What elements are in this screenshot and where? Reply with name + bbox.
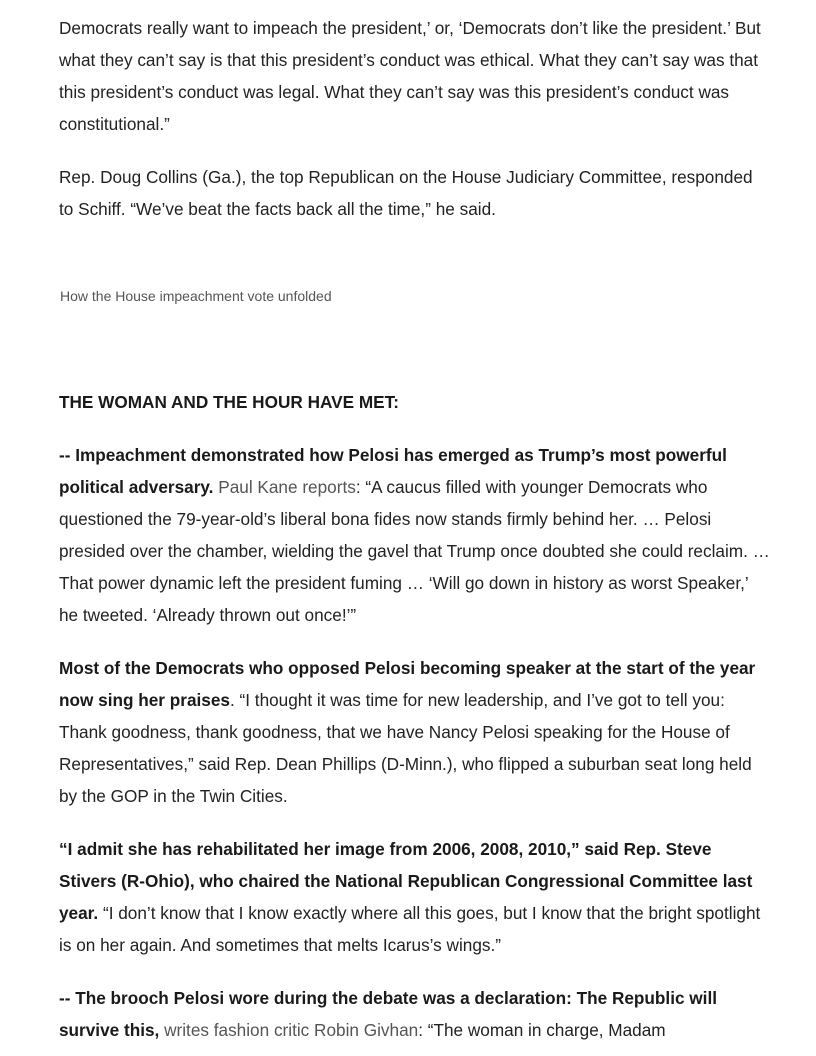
paragraph-democrats-praise <box>59 652 771 812</box>
paragraph-stivers <box>59 833 771 961</box>
robin-givhan-link[interactable]: writes fashion critic Robin Givhan <box>164 1020 419 1040</box>
paragraph-brooch <box>59 982 771 1046</box>
paragraph-text: “I don’t know that I know exactly where all this goes, but I know that the bright spotlight is on her again. And sometimes that melts Icarus’s wings.” <box>59 903 761 955</box>
paul-kane-link[interactable]: Paul Kane reports <box>218 477 356 497</box>
paragraph-text: : “A caucus filled with younger Democrats who questioned the 79-year-old’s liberal bona fides now stands firmly behind her. … Pelosi presided over the chamber, wielding the gavel that Trump once doubted she could reclaim. … That power dynamic left the president fuming … ‘Will go down in history as worst Speaker,’ he tweeted. ‘Already thrown out once!’” <box>59 477 770 625</box>
section-heading: THE WOMAN AND THE HOUR HAVE MET: <box>59 392 399 412</box>
video-caption: How the House impeachment vote unfolded <box>60 288 332 304</box>
paragraph-text: . “I thought it was time for new leadership, and I’ve got to tell you: Thank goodness, thank goodness, that we have Nancy Pelosi speaking for the House of Representatives,” said Rep. Dean Phillips (D-Minn.), who flipped a suburban seat long held by the GOP in the Twin Cities. <box>59 690 752 806</box>
paragraph-pelosi-adversary <box>59 439 771 631</box>
paragraph-text: Rep. Doug Collins (Ga.), the top Republican on the House Judiciary Committee, responded to Schiff. “We’ve beat the facts back all the time,” he said. <box>59 167 753 219</box>
bold-lead: -- Impeachment demonstrated how Pelosi has emerged as Trump’s most powerful political adversary. <box>59 445 727 497</box>
paragraph-schiff-quote <box>59 12 771 140</box>
bold-lead: Most of the Democrats who opposed Pelosi becoming speaker at the start of the year now sing her praises <box>59 658 756 710</box>
bold-lead: -- The brooch Pelosi wore during the debate was a declaration: The Republic will survive this, <box>59 988 718 1040</box>
bold-lead: “I admit she has rehabilitated her image from 2006, 2008, 2010,” said Rep. Steve Stivers (R-Ohio), who chaired the National Republican Congressional Committee last year. <box>59 839 753 923</box>
paragraph-collins <box>59 161 771 225</box>
paragraph-text: : “The woman in charge, Madam <box>418 1020 666 1040</box>
paragraph-text: Democrats really want to impeach the president,’ or, ‘Democrats don’t like the president.’ But what they can’t say is that this president’s conduct was ethical. What they can’t say was that this president’s conduct was legal. What they can’t say was this president’s conduct was constitutional.” <box>59 18 761 134</box>
